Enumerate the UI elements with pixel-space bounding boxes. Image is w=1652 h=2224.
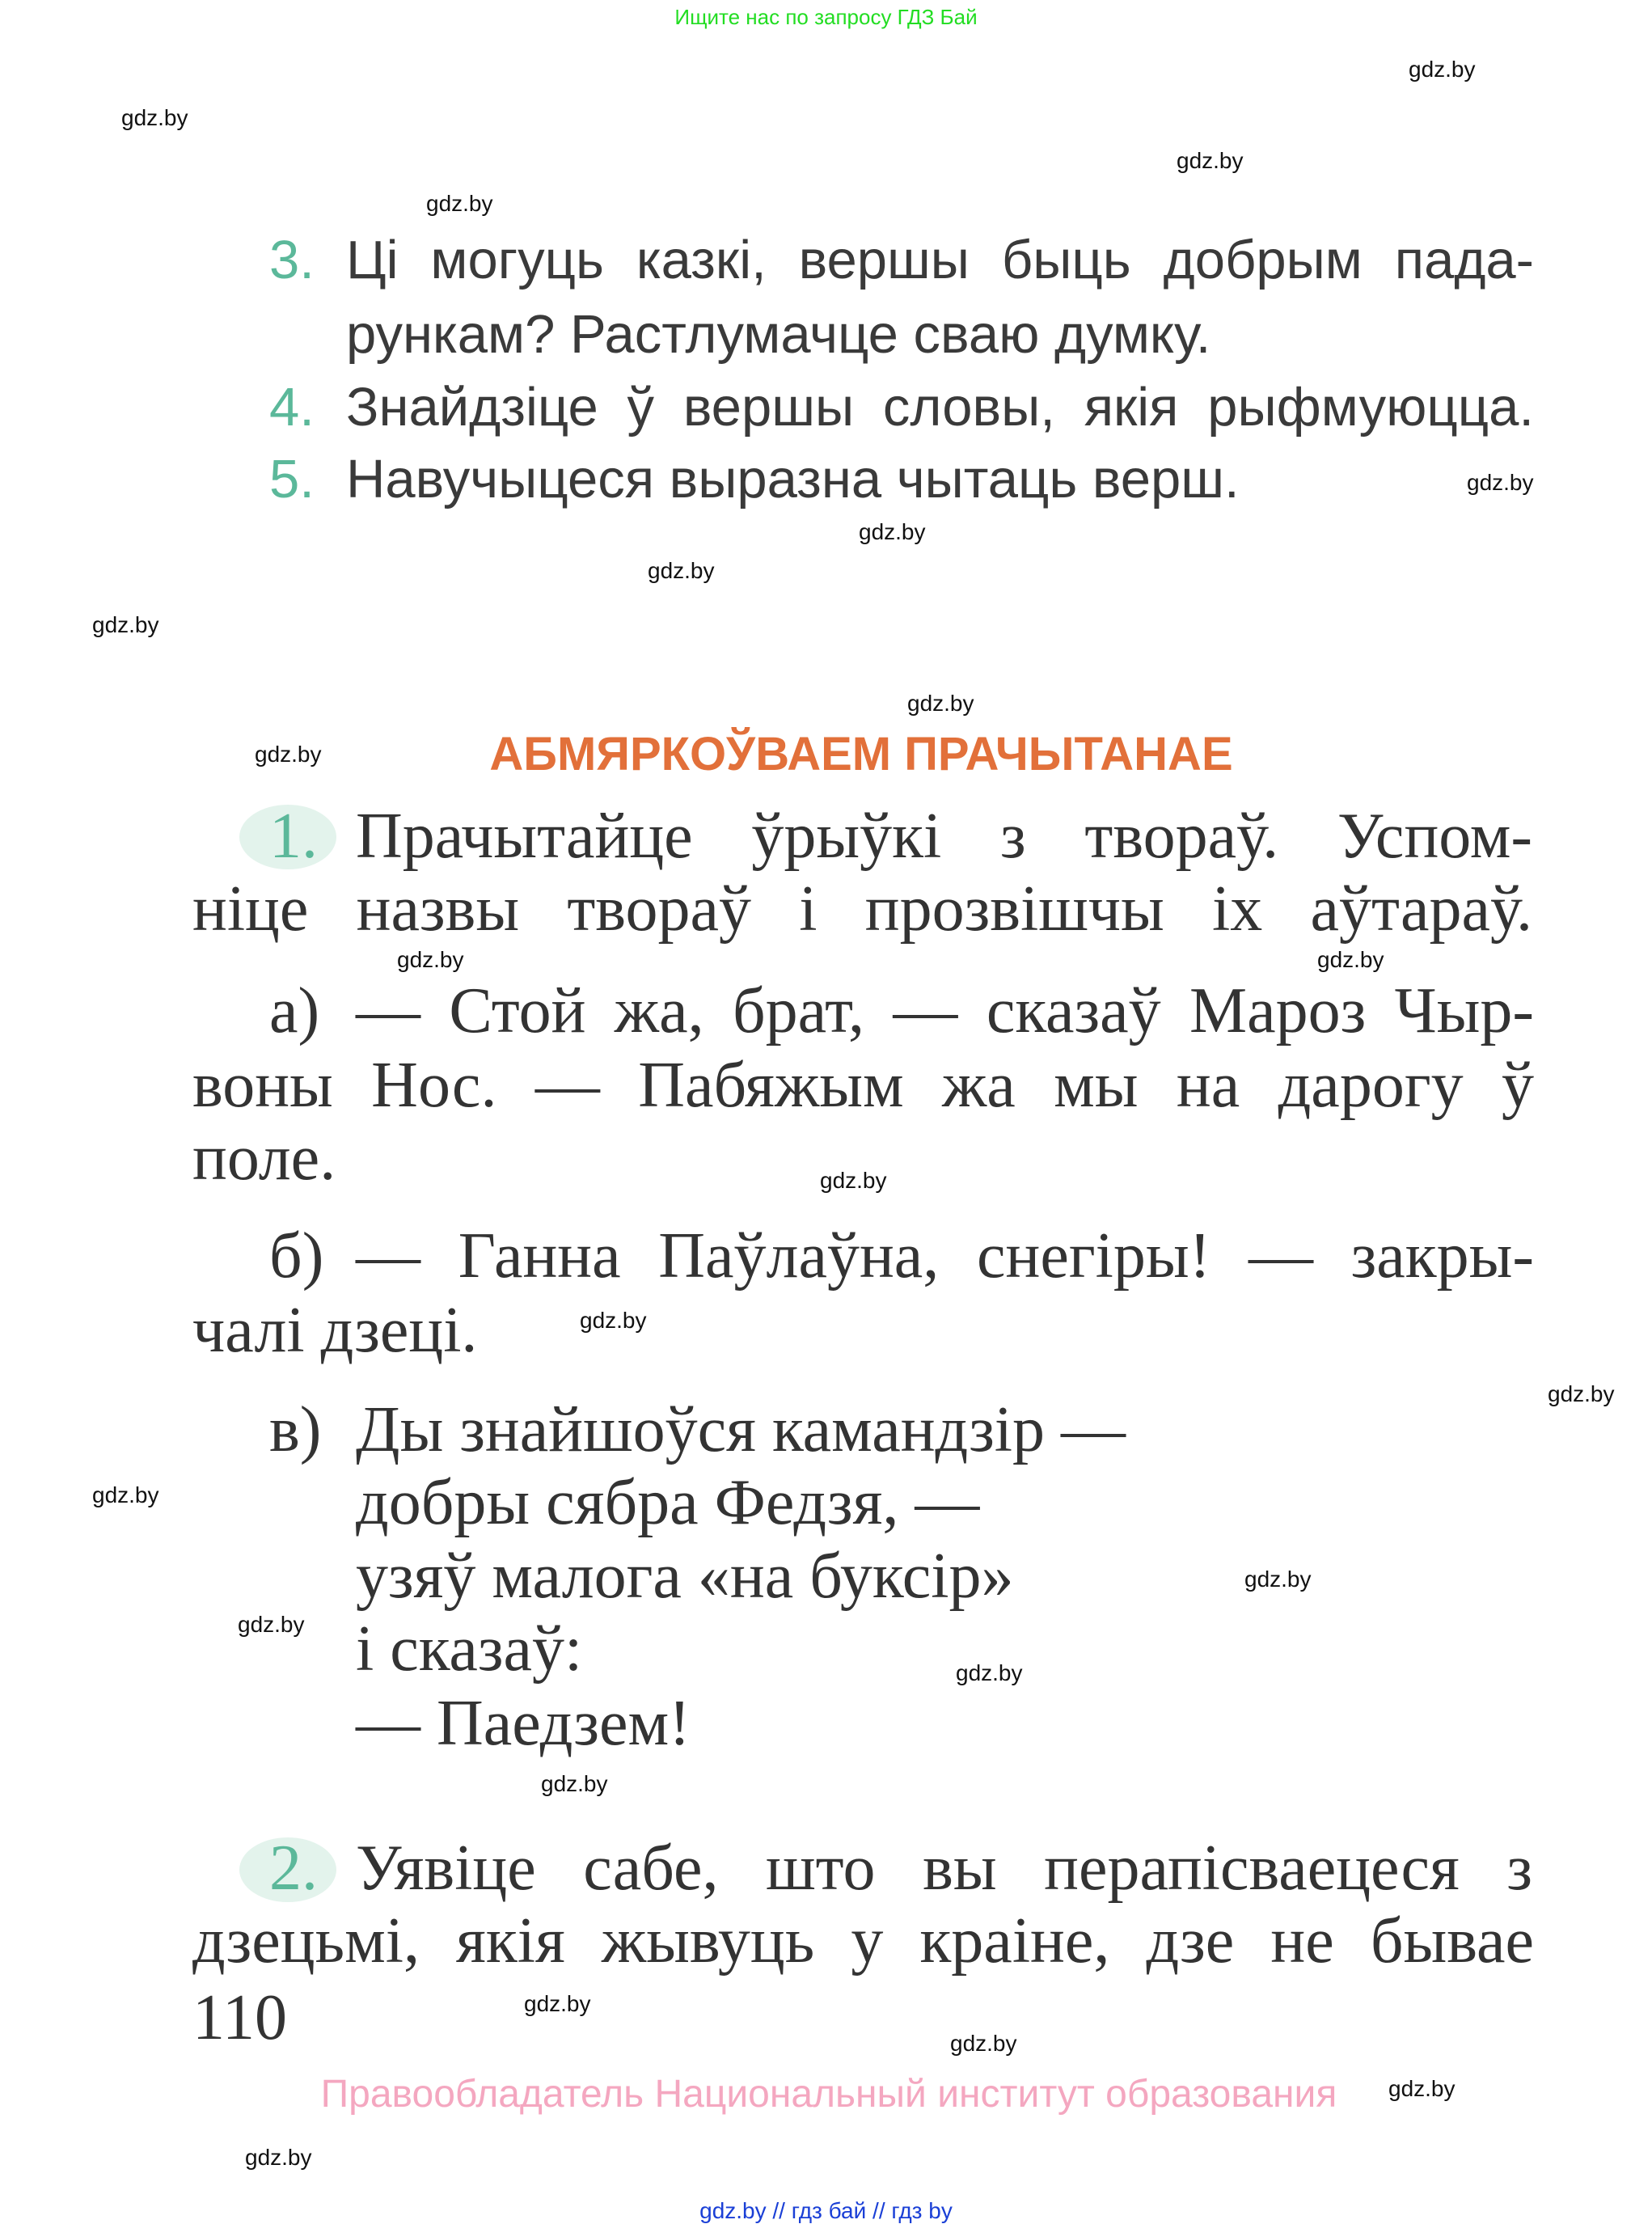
section-heading: АБМЯРКОЎВАЕМ ПРАЧЫТАНАЕ [489, 728, 1233, 780]
search-hint: Ищите нас по запросу ГДЗ Бай [674, 5, 978, 29]
footer-links[interactable]: gdz.by // гдз бай // гдз by [699, 2198, 953, 2223]
watermark: gdz.by [92, 1482, 159, 1507]
task-text: дзецьмі, якія жывуць у краіне, дзе не бывае [192, 1905, 1534, 1977]
watermark: gdz.by [426, 191, 493, 216]
excerpt-text: поле. [192, 1123, 336, 1194]
watermark: gdz.by [648, 558, 715, 583]
watermark: gdz.by [1409, 57, 1476, 82]
poem-line: Ды знайшоўся камандзір — [356, 1394, 1126, 1465]
watermark: gdz.by [541, 1771, 608, 1796]
watermark: gdz.by [859, 519, 926, 544]
excerpt-label: а) [269, 975, 320, 1046]
task-number: 2. [269, 1833, 318, 1904]
watermark: gdz.by [121, 105, 188, 130]
watermark: gdz.by [1467, 470, 1534, 495]
task-number: 1. [269, 801, 318, 872]
watermark: gdz.by [524, 1991, 591, 2016]
task-text: Уявіце сабе, што вы перапісваецеся з [356, 1833, 1532, 1904]
question-number: 3. [269, 230, 315, 290]
watermark: gdz.by [820, 1168, 887, 1193]
poem-line: — Паедзем! [356, 1688, 691, 1759]
page-number: 110 [192, 1982, 288, 2053]
watermark: gdz.by [956, 1660, 1023, 1685]
watermark: gdz.by [580, 1308, 647, 1333]
watermark: gdz.by [92, 612, 159, 637]
excerpt-text: — Ганна Паўлаўна, снегіры! — закры- [356, 1220, 1534, 1292]
excerpt-text: — Стой жа, брат, — сказаў Мароз Чыр- [356, 975, 1534, 1046]
poem-line: і сказаў: [356, 1613, 583, 1685]
question-text: Знайдзіце ў вершы словы, якія рыфмуюцца. [346, 377, 1534, 438]
question-number: 5. [269, 449, 315, 509]
watermark: gdz.by [907, 691, 974, 716]
copyright-notice: Правообладатель Национальный институт образования [320, 2073, 1337, 2116]
excerpt-label: в) [269, 1394, 322, 1465]
watermark: gdz.by [397, 947, 464, 972]
watermark: gdz.by [1244, 1567, 1312, 1592]
task-text: Прачытайце ўрыўкі з твораў. Успом- [356, 801, 1532, 872]
watermark: gdz.by [245, 2145, 312, 2170]
task-text: ніце назвы твораў і прозвішчы іх аўтараў. [192, 873, 1532, 945]
poem-line: узяў малога «на буксір» [356, 1541, 1014, 1612]
question-text: Навучыцеся выразна чытаць верш. [346, 449, 1240, 509]
question-number: 4. [269, 377, 315, 438]
excerpt-text: чалі дзецi. [192, 1295, 478, 1366]
question-text: рункам? Растлумачце сваю думку. [346, 304, 1211, 365]
watermark: gdz.by [1388, 2076, 1456, 2101]
watermark: gdz.by [1548, 1381, 1615, 1406]
watermark: gdz.by [950, 2031, 1017, 2056]
poem-line: добры сябра Федзя, — [356, 1467, 980, 1538]
question-text: Ці могуць казкі, вершы быць добрым пада- [346, 230, 1534, 290]
excerpt-text: воны Нос. — Пабяжым жа мы на дарогу ў [192, 1050, 1534, 1121]
watermark: gdz.by [1317, 947, 1384, 972]
watermark: gdz.by [255, 742, 322, 767]
excerpt-label: б) [269, 1220, 324, 1292]
watermark: gdz.by [1177, 148, 1244, 173]
watermark: gdz.by [238, 1612, 305, 1637]
